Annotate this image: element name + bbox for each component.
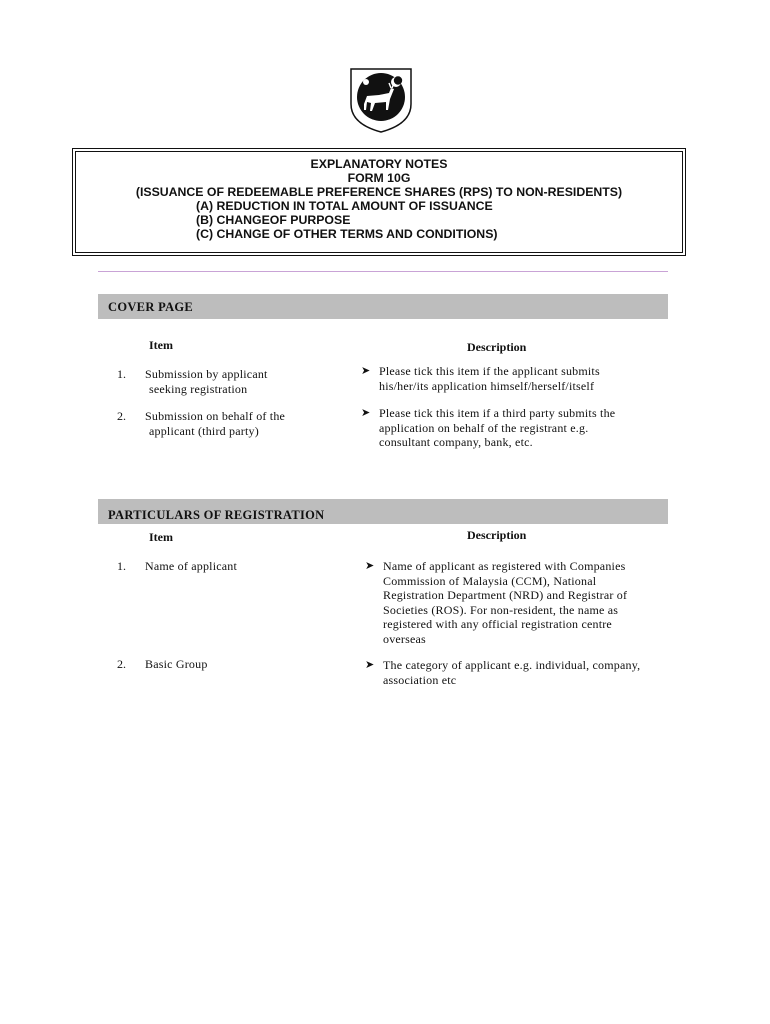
form-number: FORM 10G [347,171,411,185]
title-subject: (ISSUANCE OF REDEEMABLE PREFERENCE SHARES (RPS) TO NON-RESIDENTS) [135,185,623,199]
arrowhead-bullet-icon: ➤ [365,559,375,572]
description-bullet: ➤ The category of applicant e.g. individual, company, association etc [365,658,641,687]
title-sub-c: (C) CHANGE OF OTHER TERMS AND CONDITIONS) [196,227,498,241]
item-label: Submission on behalf of the applicant (third party) [145,409,286,438]
title-sub-b: (B) CHANGEOF PURPOSE [196,213,351,227]
arrowhead-bullet-icon: ➤ [361,406,371,419]
row-number: 1. [117,559,126,573]
title-box [72,148,686,256]
item-label: Name of applicant [145,559,238,573]
description-bullet: ➤ Please tick this item if the applicant submits his/her/its application himself/herself/itself [361,364,600,393]
section-heading-cover-page: COVER PAGE [98,294,668,319]
row-number: 2. [117,657,126,671]
title-line: EXPLANATORY NOTES [310,157,448,171]
description-bullet: ➤ Name of applicant as registered with Companies Commission of Malaysia (CCM), National Registration Department (NRD) and Registrar of Societies (ROS). For non-resident, the name as registered with any official registration centre overseas [365,559,628,646]
item-label: Submission by applicant seeking registration [145,367,268,396]
row-number: 1. [117,367,126,381]
emblem-logo [345,66,417,134]
description-bullet: ➤ Please tick this item if a third party submits the application on behalf of the registrant e.g. consultant company, bank, etc. [361,406,616,449]
description-column-header: Description [467,340,527,354]
item-label: Basic Group [145,657,208,671]
title-sub-a: (A) REDUCTION IN TOTAL AMOUNT OF ISSUANCE [196,199,493,213]
arrowhead-bullet-icon: ➤ [361,364,371,377]
description-column-header: Description [467,528,527,542]
row-number: 2. [117,409,126,423]
arrowhead-bullet-icon: ➤ [365,658,375,671]
item-column-header: Item [149,338,173,352]
item-column-header: Item [149,530,173,544]
section-heading-particulars: PARTICULARS OF REGISTRATION [98,499,668,524]
divider-line [98,271,668,272]
